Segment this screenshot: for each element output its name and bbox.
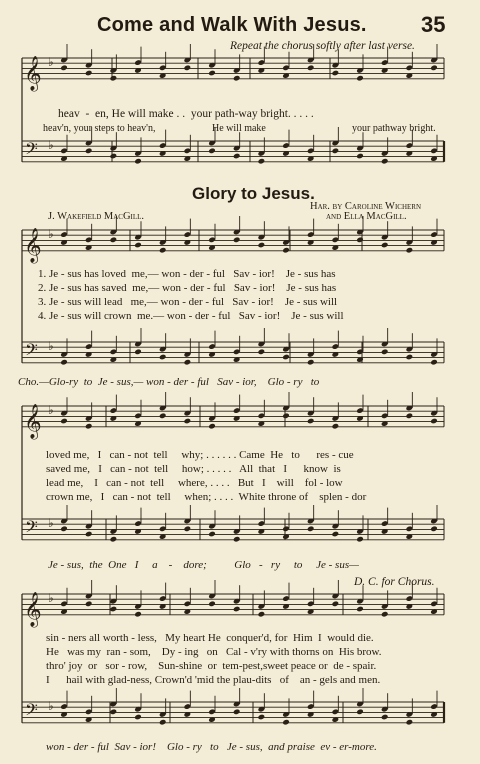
composer-credit: J. Wakefield MacGill. <box>48 211 145 222</box>
verse-line: 1. Je - sus has loved me,— won - der - ful Sav - ior! Je - sus has <box>38 268 336 280</box>
bass-clef: 𝄢 <box>25 339 38 364</box>
flat-key-signature: ♭ <box>48 339 54 354</box>
note-head <box>381 714 389 721</box>
verse-line: lead me, I can - not tell where, . . . . But I will fol - low <box>46 477 343 489</box>
note-head <box>233 153 241 160</box>
note-head <box>332 70 340 77</box>
note-head <box>110 536 118 543</box>
note-head <box>159 719 167 726</box>
note-head <box>159 354 167 361</box>
lyric-line: heav - en, He will make . . your path-way bright. . . . . <box>58 108 314 120</box>
treble-clef: 𝄞 <box>24 403 42 439</box>
flat-key-signature: ♭ <box>48 591 54 606</box>
note-head <box>356 75 364 82</box>
note-head <box>110 75 118 82</box>
hymn-title: Glory to Jesus. <box>192 184 315 203</box>
lower-lyric: your pathway bright. <box>352 123 436 134</box>
note-head <box>233 709 241 716</box>
note-head <box>85 601 93 608</box>
note-head <box>332 601 340 608</box>
note-head <box>184 526 192 533</box>
verse-line: crown me, I can - not tell when; . . . . White throne of splen - dor <box>46 491 367 503</box>
note-head <box>233 75 241 82</box>
note-head <box>356 709 364 716</box>
note-head <box>110 237 118 244</box>
performance-direction: Repeat the chorus softly after last verse. <box>230 40 415 52</box>
flat-key-signature: ♭ <box>48 699 54 714</box>
note-head <box>430 65 438 72</box>
treble-clef: 𝄞 <box>24 55 42 91</box>
note-head <box>110 709 118 716</box>
chorus-line: Je - sus, the One I a - dore; Glo - ry to Je - sus— <box>48 559 359 571</box>
note-head <box>233 237 241 244</box>
note-head <box>332 148 340 155</box>
note-head <box>85 531 93 538</box>
lower-lyric: He will make <box>212 123 266 134</box>
lower-lyric: heav'n, your steps to heav'n, <box>43 123 156 134</box>
note-head <box>184 359 192 366</box>
note-head <box>381 242 389 249</box>
flat-key-signature: ♭ <box>48 55 54 70</box>
bass-clef: 𝄢 <box>25 516 38 541</box>
da-capo-direction: D. C. for Chorus. <box>354 576 435 588</box>
verse-line: thro' joy or sor - row, Sun-shine or tem-pest,sweet peace or de - spair. <box>46 660 377 672</box>
note-head <box>356 536 364 543</box>
verse-line: 4. Je - sus will crown me.— won - der - ful Sav - ior! Je - sus will <box>38 310 344 322</box>
note-head <box>381 349 389 356</box>
flat-key-signature: ♭ <box>48 227 54 242</box>
verse-line: 3. Je - sus will lead me,— won - der - ful Sav - ior! Je - sus will <box>38 296 338 308</box>
note-head <box>381 611 389 618</box>
note-head <box>208 148 216 155</box>
verse-block <box>46 448 366 504</box>
note-head <box>159 247 167 254</box>
verse-line: sin - ners all worth - less, My heart He conquer'd, for Him I would die. <box>46 632 374 644</box>
note-head <box>430 526 438 533</box>
note-head <box>282 354 290 361</box>
note-head <box>85 70 93 77</box>
note-head <box>85 148 93 155</box>
verse-line: saved me, I can - not tell how; . . . . . All that I know is <box>46 463 341 475</box>
note-head <box>282 719 290 726</box>
page-number: 35 <box>421 12 446 37</box>
arranger-credit: Har. by Caroline Wichern <box>310 201 422 212</box>
note-head <box>430 359 438 366</box>
note-head <box>134 158 142 165</box>
note-head <box>134 349 142 356</box>
note-head <box>356 237 364 244</box>
note-head <box>258 611 266 618</box>
verse-line: He was my ran - som, Dy - ing on Cal - v'ry with thorns on His brow. <box>46 646 382 658</box>
note-head <box>110 606 118 613</box>
note-head <box>430 418 438 425</box>
note-head <box>110 153 118 160</box>
note-head <box>60 359 68 366</box>
flat-key-signature: ♭ <box>48 138 54 153</box>
note-head <box>406 719 414 726</box>
note-head <box>134 714 142 721</box>
treble-clef: 𝄞 <box>24 227 42 263</box>
note-head <box>159 413 167 420</box>
note-head <box>208 601 216 608</box>
bass-clef: 𝄢 <box>25 138 38 163</box>
note-head <box>258 158 266 165</box>
note-head <box>307 65 315 72</box>
flat-key-signature: ♭ <box>48 403 54 418</box>
note-head <box>233 606 241 613</box>
note-head <box>307 418 315 425</box>
note-head <box>208 70 216 77</box>
note-head <box>282 413 290 420</box>
arranger-credit: and Ella MacGill. <box>326 211 407 222</box>
bass-clef: 𝄢 <box>25 699 38 724</box>
note-head <box>332 531 340 538</box>
note-head <box>184 65 192 72</box>
note-head <box>85 423 93 430</box>
note-head <box>307 359 315 366</box>
note-head <box>208 423 216 430</box>
note-head <box>208 531 216 538</box>
note-head <box>134 242 142 249</box>
note-head <box>406 413 414 420</box>
verse-block <box>38 267 344 323</box>
verse-line: loved me, I can - not tell why; . . . . . . Came He to res - cue <box>46 449 354 461</box>
note-head <box>60 65 68 72</box>
chorus-line: won - der - ful Sav - ior! Glo - ry to Je - sus, and praise ev - er-more. <box>46 741 377 753</box>
note-head <box>258 349 266 356</box>
note-head <box>406 247 414 254</box>
chorus-line: Cho.—Glo-ry to Je - sus,— won - der - ful Sav - ior, Glo - ry to <box>18 376 320 388</box>
note-head <box>233 536 241 543</box>
note-head <box>356 606 364 613</box>
note-head <box>381 158 389 165</box>
note-head <box>60 526 68 533</box>
note-head <box>258 242 266 249</box>
flat-key-signature: ♭ <box>48 516 54 531</box>
note-head <box>282 247 290 254</box>
note-head <box>332 423 340 430</box>
note-head <box>406 354 414 361</box>
note-head <box>258 714 266 721</box>
verse-block <box>46 631 382 687</box>
note-head <box>184 418 192 425</box>
verse-line: 2. Je - sus has saved me,— won - der - ful Sav - ior! Je - sus has <box>38 282 337 294</box>
treble-clef: 𝄞 <box>24 591 42 627</box>
note-head <box>356 153 364 160</box>
note-head <box>134 611 142 618</box>
note-head <box>60 418 68 425</box>
verse-line: I hail with glad-ness, Crown'd 'mid the plau-dits of an - gels and men. <box>46 674 381 686</box>
song-title: Come and Walk With Jesus. <box>97 14 367 36</box>
note-head <box>307 526 315 533</box>
